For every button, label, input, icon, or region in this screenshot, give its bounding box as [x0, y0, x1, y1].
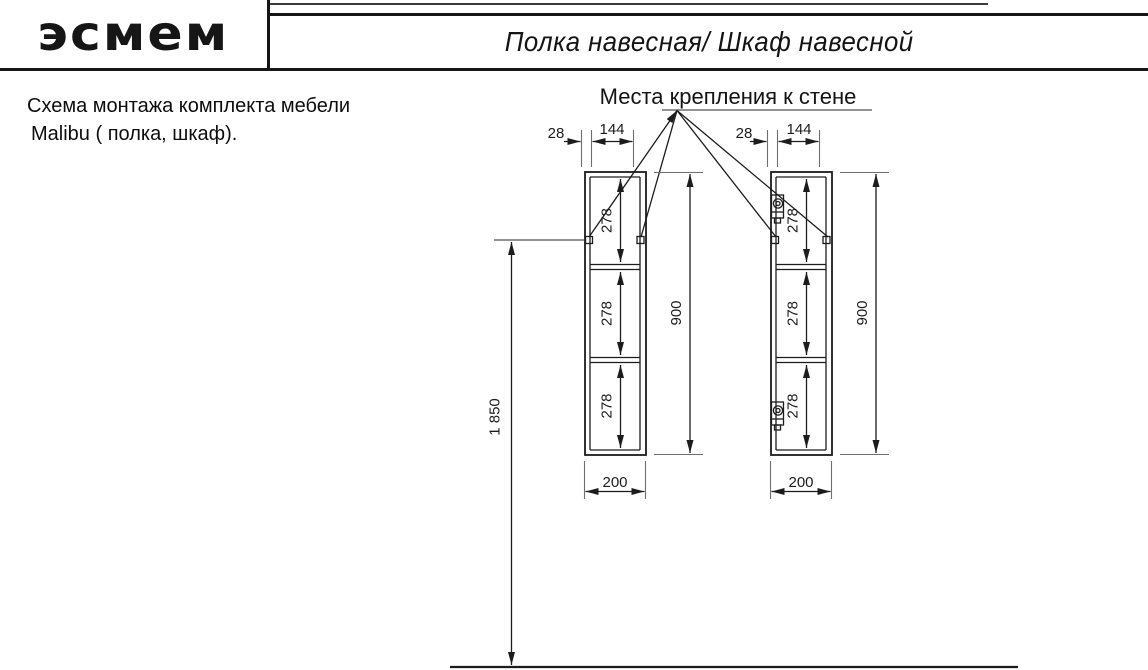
dim-label-278: 278 — [784, 393, 802, 419]
dim-label-278: 278 — [598, 207, 616, 234]
note-line-1: Схема монтажа комплекта мебели — [27, 95, 351, 117]
dim-label-144: 144 — [786, 121, 812, 138]
dim-label-28: 28 — [735, 125, 753, 142]
dim-label-1850: 1 850 — [486, 398, 504, 436]
hinge-icon — [772, 195, 784, 223]
dim-label-200: 200 — [788, 474, 814, 491]
dim-label-144: 144 — [599, 121, 625, 138]
callout-title: Места крепления к стене — [599, 84, 857, 109]
page-title: Полка навесная/ Шкаф навесной — [504, 26, 914, 57]
callout-leader-lines — [589, 110, 872, 237]
dim-label-200: 200 — [602, 474, 628, 491]
dim-label-28: 28 — [547, 125, 565, 142]
dim-label-278: 278 — [784, 300, 802, 327]
dim-label-900: 900 — [854, 300, 871, 326]
mount-height-dimension — [494, 240, 584, 665]
note-line-2: Malibu ( полка, шкаф). — [31, 123, 238, 145]
dim-label-900: 900 — [668, 300, 685, 326]
dim-label-278: 278 — [598, 393, 616, 419]
dim-label-278: 278 — [784, 207, 802, 234]
dim-label-278: 278 — [598, 300, 616, 327]
brand-logo: эсмем — [37, 5, 230, 63]
hinge-icon — [772, 402, 784, 430]
